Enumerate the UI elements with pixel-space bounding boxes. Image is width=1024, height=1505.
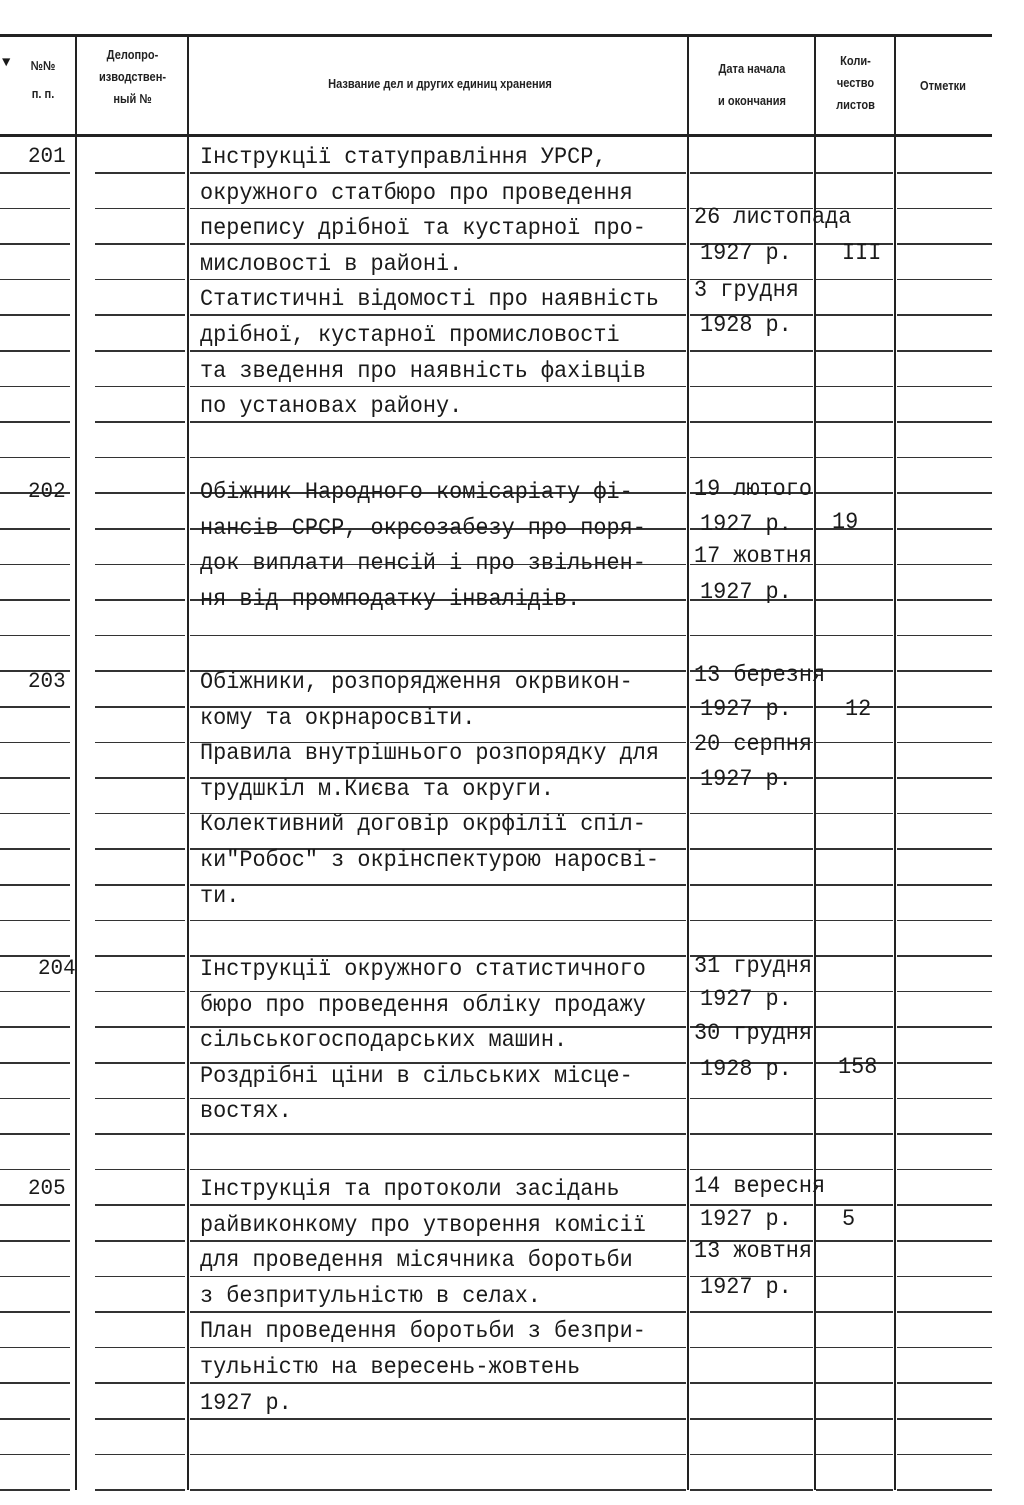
ruled-line	[95, 1169, 185, 1171]
ruled-line	[0, 1347, 70, 1349]
ruled-line	[897, 848, 992, 850]
ruled-line	[690, 920, 813, 922]
ruled-line	[190, 1347, 686, 1349]
ruled-line	[816, 635, 893, 637]
header-col-notes	[905, 75, 982, 97]
ruled-line	[690, 1169, 813, 1171]
entry-date: 3 грудня	[694, 277, 799, 303]
entry-date: 1927 р.	[700, 986, 792, 1012]
ruled-line	[690, 1382, 813, 1384]
entry-date: 13 жовтня	[694, 1238, 813, 1264]
ruled-line	[897, 706, 992, 708]
entry-date: 26 листопада	[694, 204, 852, 230]
ruled-line	[897, 457, 992, 459]
ruled-line	[897, 1133, 992, 1135]
ruled-line	[816, 1276, 893, 1278]
header-bottom-rule	[0, 134, 992, 137]
entry-title-line: Колективний договір окрфілії спіл-	[200, 811, 646, 838]
ruled-line	[897, 243, 992, 245]
entry-date: 1928 р.	[700, 1056, 792, 1082]
ruled-line	[95, 1454, 185, 1456]
ruled-line	[190, 1204, 686, 1206]
ruled-line	[0, 1454, 70, 1456]
entry-date: 19 лютого	[694, 476, 813, 502]
entry-title-line: 1927 р.	[200, 1389, 292, 1416]
ruled-line	[95, 1204, 185, 1206]
ruled-line	[897, 599, 992, 601]
ruled-line	[690, 848, 813, 850]
ruled-line	[816, 279, 893, 281]
ruled-line	[816, 421, 893, 423]
ruled-line	[0, 457, 70, 459]
ruled-line	[690, 813, 813, 815]
column-divider	[75, 35, 77, 1490]
ruled-line	[897, 564, 992, 566]
ruled-line	[816, 777, 893, 779]
entry-date: 1927 р.	[700, 766, 792, 792]
header-text: Дата начала	[718, 61, 786, 76]
entry-title-line: ня від промподатку інвалідів.	[200, 585, 581, 612]
entry-title-line: та зведення про наявність фахівців	[200, 357, 646, 384]
ruled-line	[95, 279, 185, 281]
ruled-line	[190, 457, 686, 459]
ruled-line	[0, 1133, 70, 1135]
ruled-line	[95, 421, 185, 423]
ruled-line	[897, 279, 992, 281]
header-text: и окончания	[718, 93, 786, 108]
ruled-line	[0, 1382, 70, 1384]
entry-title-line: дрібної, кустарної промисловості	[200, 322, 620, 348]
ruled-line	[190, 314, 686, 316]
ruled-line	[190, 1133, 686, 1135]
ruled-line	[0, 599, 70, 601]
entry-title-line: мисловості в районі.	[200, 250, 463, 277]
ruled-line	[897, 350, 992, 352]
ruled-line	[897, 172, 992, 174]
column-divider	[187, 35, 189, 1490]
ruled-line	[897, 1240, 992, 1242]
ruled-line	[816, 350, 893, 352]
ruled-line	[95, 635, 185, 637]
ruled-line	[690, 421, 813, 423]
header-text: изводствен-	[98, 69, 167, 84]
header-text: Название дел и других единиц хранения	[328, 76, 552, 91]
entry-sheet-count: 158	[838, 1054, 878, 1080]
entry-title-line: тульністю на вересень-жовтень	[200, 1354, 581, 1380]
ruled-line	[816, 1240, 893, 1242]
ruled-line	[897, 991, 992, 993]
ruled-line	[816, 564, 893, 566]
ruled-line	[0, 279, 70, 281]
ruled-line	[897, 1418, 992, 1420]
ruled-line	[95, 742, 185, 744]
entry-number: 201	[28, 144, 66, 169]
ruled-line	[95, 599, 185, 601]
ruled-line	[816, 920, 893, 922]
entry-date: 1928 р.	[700, 312, 792, 338]
ruled-line	[95, 955, 185, 957]
header-text: п. п.	[31, 86, 55, 101]
ruled-line	[816, 1169, 893, 1171]
ruled-line	[897, 1062, 992, 1064]
ruled-line	[0, 208, 70, 210]
entry-sheet-count: 5	[842, 1206, 856, 1232]
corner-mark-icon: ▼	[2, 55, 11, 71]
ruled-line	[95, 1098, 185, 1100]
ruled-line	[816, 1133, 893, 1135]
ruled-line	[95, 528, 185, 530]
ruled-line	[897, 1026, 992, 1028]
ruled-line	[897, 528, 992, 530]
ruled-line	[0, 528, 70, 530]
ruled-line	[95, 991, 185, 993]
ruled-line	[897, 421, 992, 423]
ruled-line	[190, 350, 686, 352]
ruled-line	[897, 314, 992, 316]
entry-title-line: Інструкції статуправління УРСР,	[200, 144, 607, 170]
ruled-line	[95, 350, 185, 352]
ruled-line	[897, 1169, 992, 1171]
ruled-line	[190, 884, 686, 886]
header-text: Отметки	[920, 78, 966, 93]
ruled-line	[190, 1311, 686, 1313]
ruled-line	[190, 172, 686, 174]
ruled-line	[897, 1347, 992, 1349]
ruled-line	[0, 991, 70, 993]
ruled-line	[0, 564, 70, 566]
ruled-line	[897, 1276, 992, 1278]
ruled-line	[190, 386, 686, 388]
ruled-line	[0, 706, 70, 708]
ruled-line	[0, 1276, 70, 1278]
ruled-line	[897, 813, 992, 815]
ruled-line	[897, 777, 992, 779]
ruled-line	[690, 635, 813, 637]
entry-sheet-count: 12	[845, 696, 872, 722]
ruled-line	[190, 635, 686, 637]
ruled-line	[95, 813, 185, 815]
header-text: ный №	[113, 91, 152, 106]
entry-title-line: Правила внутрішнього розпорядку для	[200, 740, 659, 767]
ruled-line	[190, 279, 686, 281]
column-divider	[687, 35, 689, 1490]
entry-sheet-count: 19	[832, 509, 859, 535]
ruled-line	[190, 1169, 686, 1171]
ruled-line	[0, 172, 70, 174]
ruled-line	[95, 1133, 185, 1135]
ruled-line	[95, 172, 185, 174]
entry-title-line: трудшкіл м.Києва та округи.	[200, 775, 555, 802]
ruled-line	[0, 421, 70, 423]
ruled-line	[95, 1026, 185, 1028]
entry-title-line: по установах району.	[200, 393, 463, 420]
ruled-line	[690, 1454, 813, 1456]
ruled-line	[816, 1347, 893, 1349]
entry-date: 1927 р.	[700, 1206, 792, 1232]
ruled-line	[0, 1418, 70, 1420]
ruled-line	[690, 884, 813, 886]
entry-date: 14 вересня	[694, 1173, 826, 1199]
ruled-line	[897, 1489, 992, 1491]
entry-title-line: для проведення місячника боротьби	[200, 1247, 633, 1274]
header-text: Делопро-	[106, 47, 159, 62]
ruled-line	[816, 386, 893, 388]
ruled-line	[0, 1311, 70, 1313]
ruled-line	[897, 955, 992, 957]
ruled-line	[816, 813, 893, 815]
ruled-line	[897, 386, 992, 388]
ruled-line	[816, 670, 893, 672]
header-top-rule	[0, 34, 992, 37]
ruled-line	[190, 1454, 686, 1456]
ruled-line	[816, 1098, 893, 1100]
ruled-line	[690, 1418, 813, 1420]
ruled-line	[816, 314, 893, 316]
ruled-line	[190, 243, 686, 245]
column-divider	[894, 35, 896, 1490]
ruled-line	[95, 386, 185, 388]
ruled-line	[95, 1347, 185, 1349]
ruled-line	[95, 884, 185, 886]
entry-title-line: ти.	[200, 882, 240, 909]
ruled-line	[190, 1489, 686, 1491]
ruled-line	[690, 1347, 813, 1349]
ruled-line	[0, 1169, 70, 1171]
ruled-line	[0, 386, 70, 388]
entry-title-line: Інструкції окружного статистичного	[200, 956, 646, 982]
header-col-office-number	[92, 44, 173, 110]
ruled-line	[816, 742, 893, 744]
ruled-line	[95, 848, 185, 850]
ruled-line	[95, 670, 185, 672]
ruled-line	[190, 1382, 686, 1384]
entry-title-line: Статистичні відомості про наявність	[200, 286, 659, 313]
entry-title-line: Роздрібні ціни в сільських місце-	[200, 1062, 633, 1089]
ruled-line	[690, 386, 813, 388]
entry-title-line: окружного статбюро про проведення	[200, 179, 633, 206]
entry-sheet-count: III	[842, 240, 882, 266]
ruled-line	[816, 1418, 893, 1420]
entry-number: 203	[28, 669, 66, 694]
ruled-line	[690, 1133, 813, 1135]
entry-date: 1927 р.	[700, 1274, 792, 1300]
entry-title-line: кому та окрнаросвіти.	[200, 704, 476, 731]
ruled-line	[190, 421, 686, 423]
ruled-line	[95, 1311, 185, 1313]
ruled-line	[0, 1026, 70, 1028]
column-divider	[814, 35, 816, 1490]
ruled-line	[0, 848, 70, 850]
entry-title-line: План проведення боротьби з безпри-	[200, 1318, 646, 1345]
ruled-line	[95, 457, 185, 459]
entry-title-line: з безпритульністю в селах.	[200, 1282, 541, 1309]
entry-title-line: райвиконкому про утворення комісії	[200, 1211, 646, 1238]
header-text: Коли-	[840, 53, 871, 68]
ruled-line	[897, 492, 992, 494]
ruled-line	[190, 1276, 686, 1278]
header-col-number	[22, 55, 65, 105]
ruled-line	[897, 1204, 992, 1206]
ruled-line	[0, 813, 70, 815]
ruled-line	[0, 1098, 70, 1100]
ruled-line	[190, 920, 686, 922]
ruled-line	[816, 884, 893, 886]
entry-date: 1927 р.	[700, 511, 792, 537]
entry-title-line: Обіжник Народного комісаріату фі-	[200, 479, 633, 505]
ruled-line	[0, 1204, 70, 1206]
ruled-line	[95, 1489, 185, 1491]
ruled-line	[0, 243, 70, 245]
ruled-line	[0, 777, 70, 779]
ruled-line	[0, 742, 70, 744]
ruled-line	[897, 670, 992, 672]
ruled-line	[0, 1062, 70, 1064]
ruled-line	[897, 1382, 992, 1384]
entry-date: 1927 р.	[700, 240, 792, 266]
ruled-line	[816, 991, 893, 993]
entry-title-line: сільськогосподарських машин.	[200, 1027, 568, 1054]
ruled-line	[816, 172, 893, 174]
ruled-line	[95, 706, 185, 708]
ruled-line	[95, 1062, 185, 1064]
ruled-line	[95, 1240, 185, 1242]
ruled-line	[816, 1382, 893, 1384]
header-col-sheets	[824, 50, 888, 116]
entry-number: 205	[28, 1176, 66, 1201]
entry-title-line: нансів СРСР, окрсозабезу про поря-	[200, 514, 646, 541]
entry-title-line: бюро про проведення обліку продажу	[200, 991, 646, 1018]
ruled-line	[95, 492, 185, 494]
ruled-line	[190, 1418, 686, 1420]
ruled-line	[897, 920, 992, 922]
entry-date: 13 березня	[694, 662, 826, 688]
ruled-line	[816, 599, 893, 601]
entry-title-line: перепису дрібної та кустарної про-	[200, 215, 646, 242]
ruled-line	[897, 208, 992, 210]
ruled-line	[690, 1311, 813, 1313]
entry-date: 30 грудня	[694, 1020, 813, 1046]
ruled-line	[0, 635, 70, 637]
ruled-line	[95, 777, 185, 779]
ruled-line	[816, 848, 893, 850]
ruled-line	[0, 884, 70, 886]
ruled-line	[897, 635, 992, 637]
ruled-line	[95, 920, 185, 922]
ruled-line	[816, 492, 893, 494]
ruled-line	[190, 1240, 686, 1242]
header-text: чество	[836, 75, 875, 90]
ruled-line	[95, 1382, 185, 1384]
ruled-line	[816, 1311, 893, 1313]
ruled-line	[0, 314, 70, 316]
ruled-line	[897, 742, 992, 744]
header-text: №№	[30, 58, 56, 73]
entry-title-line: востях.	[200, 1098, 292, 1125]
ruled-line	[95, 243, 185, 245]
entry-date: 1927 р.	[700, 696, 792, 722]
ruled-line	[897, 1311, 992, 1313]
header-text: листов	[836, 97, 875, 112]
header-col-title	[236, 73, 644, 95]
entry-date: 20 серпня	[694, 731, 813, 757]
ruled-line	[690, 350, 813, 352]
ruled-line	[0, 920, 70, 922]
ruled-line	[690, 172, 813, 174]
entry-date: 31 грудня	[694, 953, 813, 979]
ruled-line	[816, 1026, 893, 1028]
ruled-line	[690, 457, 813, 459]
ruled-line	[95, 208, 185, 210]
entry-title-line: док виплати пенсій і про звільнен-	[200, 550, 646, 577]
ruled-line	[816, 1489, 893, 1491]
entry-number: 202	[28, 479, 66, 504]
ruled-line	[0, 350, 70, 352]
ruled-line	[897, 884, 992, 886]
ruled-line	[0, 1489, 70, 1491]
ruled-line	[95, 314, 185, 316]
ruled-line	[897, 1454, 992, 1456]
entry-title-line: ки"Робос" з окрінспектурою наросві-	[200, 847, 659, 873]
header-col-dates	[701, 58, 803, 112]
ruled-line	[816, 1454, 893, 1456]
entry-title-line: Інструкція та протоколи засідань	[200, 1176, 620, 1202]
ruled-line	[95, 1276, 185, 1278]
entry-title-line: Обіжники, розпорядження окрвикон-	[200, 669, 633, 695]
ruled-line	[95, 564, 185, 566]
entry-number: 204	[38, 956, 76, 981]
ruled-line	[690, 1098, 813, 1100]
ruled-line	[0, 1240, 70, 1242]
ruled-line	[816, 955, 893, 957]
ruled-line	[897, 1098, 992, 1100]
ruled-line	[690, 1489, 813, 1491]
ruled-line	[190, 208, 686, 210]
ruled-line	[95, 1418, 185, 1420]
entry-date: 17 жовтня	[694, 543, 813, 569]
entry-date: 1927 р.	[700, 579, 792, 605]
ruled-line	[816, 457, 893, 459]
